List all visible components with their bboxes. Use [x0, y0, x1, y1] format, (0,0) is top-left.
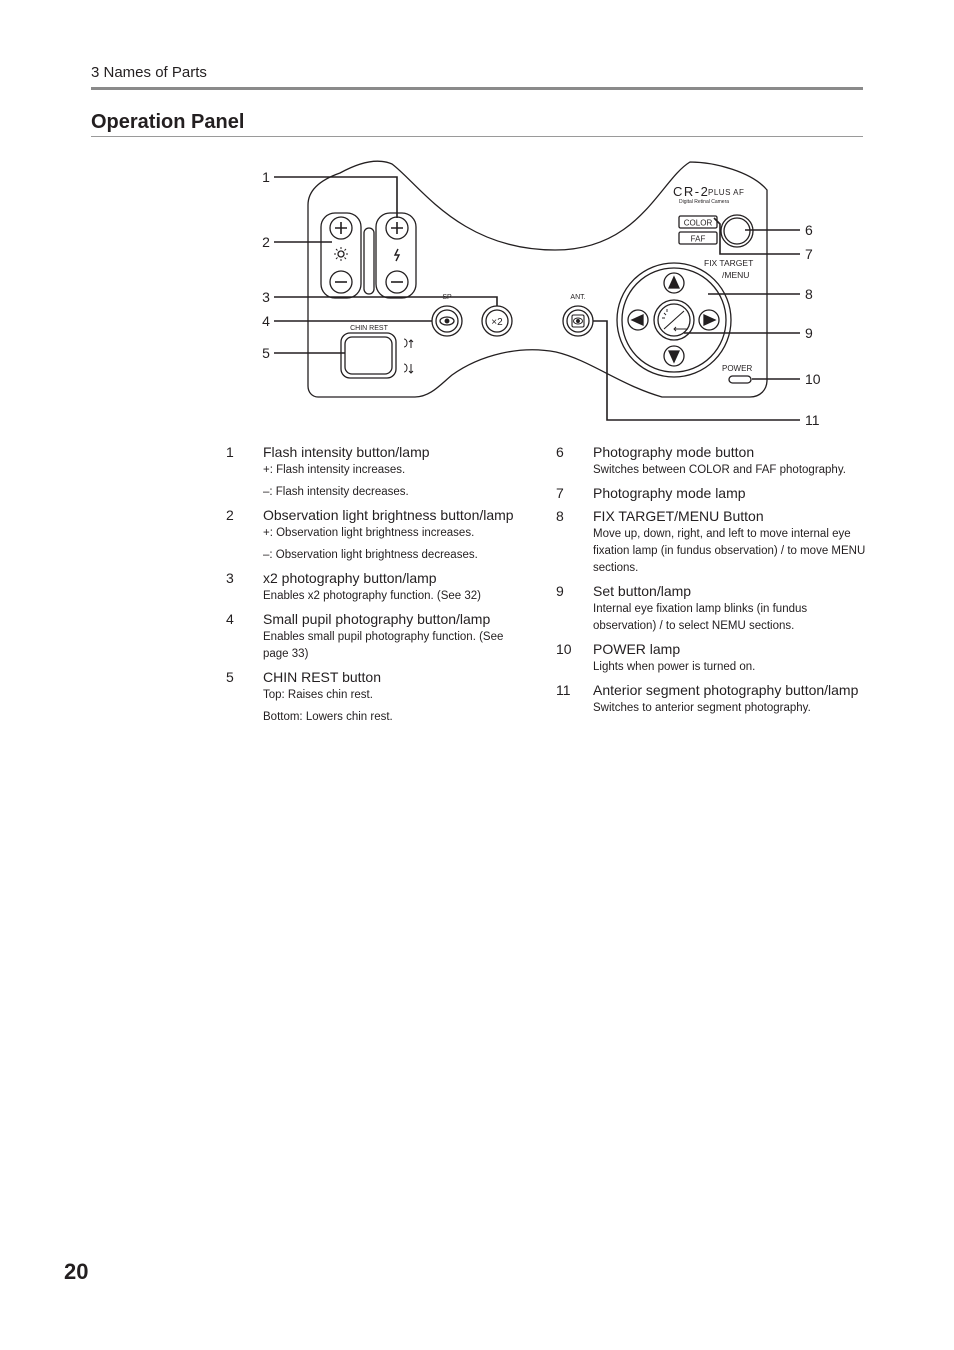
part-item: [226, 610, 531, 663]
small-pupil-button: [432, 306, 462, 336]
model-suffix: PLUS AF: [708, 188, 745, 197]
part-description: Move up, down, right, and left to move internal eye fixation lamp (in fundus observation) / to move MENU sections.: [593, 528, 866, 574]
part-title: Photography mode button: [593, 444, 755, 460]
part-description: Lights when power is turned on.: [593, 661, 756, 673]
part-item: [226, 668, 531, 726]
part-description: Switches to anterior segment photography.: [593, 702, 811, 714]
part-item: [226, 506, 531, 564]
section-header: 3 Names of Parts: [91, 63, 863, 90]
parts-list-right: [556, 443, 866, 722]
model-subtitle: Digital Retinal Camera: [679, 199, 730, 205]
observation-light-minus-button: [330, 271, 352, 293]
part-description: +: Observation light brightness increases.: [263, 527, 475, 539]
chin-down-icon: [404, 364, 413, 373]
part-title: Photography mode lamp: [593, 485, 746, 501]
set-button: [654, 300, 694, 340]
callout-7: 7: [805, 246, 813, 262]
part-number: 3: [226, 570, 234, 586]
part-item: [556, 681, 866, 717]
dpad-up-button: [664, 273, 684, 293]
observation-light-plus-button: [330, 217, 352, 239]
part-number: 2: [226, 507, 234, 523]
part-item: [556, 484, 866, 502]
observation-lamp-strip: [364, 228, 374, 294]
menu-label: /MENU: [722, 270, 750, 280]
power-label: POWER: [722, 364, 753, 373]
part-description: Top: Raises chin rest.: [263, 689, 373, 701]
part-description: Enables small pupil photography function. (See page 33): [263, 631, 504, 660]
part-number: 9: [556, 583, 564, 599]
part-title: POWER lamp: [593, 641, 681, 657]
part-title: Anterior segment photography button/lamp: [593, 682, 859, 698]
dpad-right-button: [699, 310, 719, 330]
operation-panel-diagram: [250, 155, 830, 435]
part-title: Set button/lamp: [593, 583, 692, 599]
part-title: Observation light brightness button/lamp: [263, 507, 514, 523]
sp-label: SP: [442, 294, 452, 301]
color-label: COLOR: [683, 218, 713, 228]
callout-3: 3: [262, 289, 270, 305]
dpad-left-button: [628, 310, 648, 330]
part-description: Switches between COLOR and FAF photography.: [593, 464, 846, 476]
callout-11: 11: [805, 412, 820, 428]
callout-5: 5: [262, 345, 270, 361]
part-number: 8: [556, 508, 564, 524]
part-item: [556, 507, 866, 577]
part-number: 10: [556, 641, 572, 657]
part-title: Flash intensity button/lamp: [263, 444, 430, 460]
chin-rest-button: [341, 333, 396, 378]
callout-6: 6: [805, 222, 813, 238]
part-description: Internal eye fixation lamp blinks (in fundus observation) / to select NEMU sections.: [593, 603, 808, 632]
callout-8: 8: [805, 286, 813, 302]
ant-label: ANT.: [570, 294, 586, 301]
part-number: 4: [226, 611, 234, 627]
model-name: CR-2: [673, 184, 710, 199]
part-title: Small pupil photography button/lamp: [263, 611, 491, 627]
part-item: [556, 640, 866, 676]
part-number: 11: [556, 682, 571, 698]
chin-up-icon: [404, 339, 413, 348]
page-title: Operation Panel: [91, 110, 863, 137]
x2-label: ×2: [491, 317, 503, 328]
page-number: 20: [64, 1259, 89, 1284]
callout-2: 2: [262, 234, 270, 250]
fix-target-label: FIX TARGET: [704, 258, 754, 268]
callout-9: 9: [805, 325, 813, 341]
part-title: FIX TARGET/MENU Button: [593, 508, 764, 524]
sun-icon: [334, 247, 348, 261]
faf-label: FAF: [690, 234, 706, 244]
part-item: [556, 582, 866, 635]
part-description: Enables x2 photography function. (See 32): [263, 590, 482, 602]
parts-list-left: [226, 443, 531, 731]
part-description: Bottom: Lowers chin rest.: [263, 711, 393, 723]
part-description: –: Flash intensity decreases.: [263, 486, 409, 498]
part-description: –: Observation light brightness decreases.: [263, 549, 478, 561]
part-number: 7: [556, 485, 564, 501]
part-title: CHIN REST button: [263, 669, 382, 685]
callout-1: 1: [262, 169, 270, 185]
callout-10: 10: [805, 371, 821, 387]
flash-icon: [395, 249, 399, 261]
part-number: 5: [226, 669, 234, 685]
part-item: [226, 569, 531, 605]
part-item: [226, 443, 531, 501]
flash-intensity-plus-button: [386, 217, 408, 239]
chin-rest-label: CHIN REST: [350, 325, 388, 332]
power-lamp: [729, 376, 751, 383]
part-item: [556, 443, 866, 479]
anterior-segment-button: [563, 306, 593, 336]
photography-mode-button: [721, 215, 753, 247]
part-number: 1: [226, 444, 234, 460]
part-number: 6: [556, 444, 564, 460]
callout-4: 4: [262, 313, 270, 329]
dpad-down-button: [664, 346, 684, 366]
flash-intensity-minus-button: [386, 271, 408, 293]
part-title: x2 photography button/lamp: [263, 570, 437, 586]
part-description: +: Flash intensity increases.: [263, 464, 406, 476]
